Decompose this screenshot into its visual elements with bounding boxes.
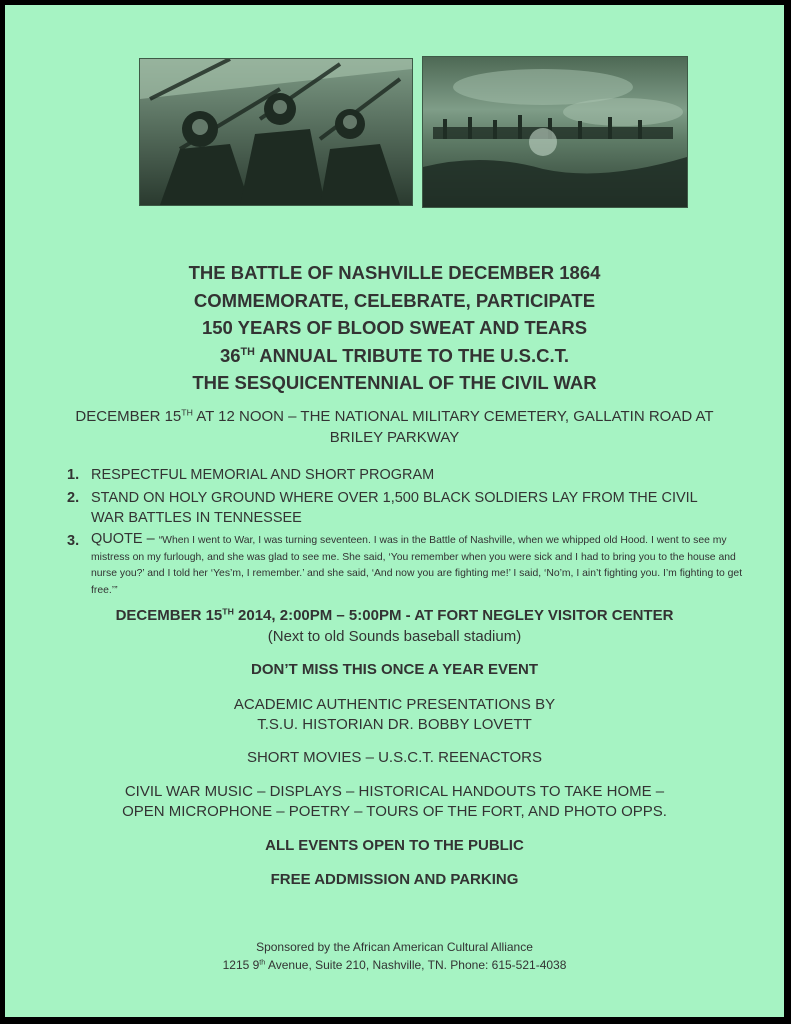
headline-line-4 <box>5 342 784 370</box>
quote-text <box>91 531 757 599</box>
event-headline <box>5 259 784 397</box>
tribute-text: ANNUAL TRIBUTE TO THE U.S.C.T. <box>254 344 570 366</box>
cemetery-date-suffix: TH <box>181 407 193 418</box>
sponsor-footer <box>5 938 784 974</box>
event-location-note: (Next to old Sounds baseball stadium) <box>267 628 522 645</box>
fort-negley-event-line <box>5 606 784 626</box>
address-street-number: 1215 9 <box>222 958 260 972</box>
cemetery-date: DECEMBER 15 <box>75 408 182 425</box>
cemetery-details: AT 12 NOON – THE NATIONAL MILITARY CEMETERY, GALLATIN ROAD AT <box>192 408 714 425</box>
battlefield-painting-photo <box>422 56 688 208</box>
list-item <box>67 488 757 528</box>
activities-line-1: CIVIL WAR MUSIC – DISPLAYS – HISTORICAL HANDOUTS TO TAKE HOME – <box>124 783 665 800</box>
sponsor-line: Sponsored by the African American Cultural Alliance <box>256 940 533 954</box>
short-movies-line: SHORT MOVIES – U.S.C.T. REENACTORS <box>246 749 543 766</box>
cemetery-location-line-2: BRILEY PARKWAY <box>329 429 460 446</box>
headline-line-2: COMMEMORATE, CELEBRATE, PARTICIPATE <box>193 289 596 311</box>
list-item-text: STAND ON HOLY GROUND WHERE OVER 1,500 BLACK SOLDIERS LAY FROM THE CIVIL WAR BATTLES IN TENNESSEE <box>91 490 698 526</box>
activities-line-2: OPEN MICROPHONE – POETRY – TOURS OF THE FORT, AND PHOTO OPPS. <box>122 803 667 820</box>
list-item <box>67 531 757 599</box>
event-details: 2014, 2:00PM – 5:00PM - AT FORT NEGLEY VISITOR CENTER <box>233 607 674 624</box>
quote-label: QUOTE – <box>91 531 159 547</box>
presentations-line-2: T.S.U. HISTORIAN DR. BOBBY LOVETT <box>257 716 532 733</box>
dont-miss-heading: DON’T MISS THIS ONCE A YEAR EVENT <box>251 661 538 678</box>
event-date-suffix: TH <box>222 606 234 617</box>
cemetery-event-line <box>5 407 784 427</box>
headline-line-3: 150 YEARS OF BLOOD SWEAT AND TEARS <box>201 317 588 338</box>
presentations-line-1: ACADEMIC AUTHENTIC PRESENTATIONS BY <box>233 696 556 713</box>
soldiers-charging-photo <box>139 58 413 206</box>
list-item <box>67 465 757 485</box>
program-list <box>67 465 757 602</box>
address-rest: Avenue, Suite 210, Nashville, TN. Phone: 615-521-4038 <box>265 958 567 972</box>
anniversary-number: 36 <box>219 344 241 366</box>
list-item-number: 2. <box>67 490 80 506</box>
open-to-public-heading: ALL EVENTS OPEN TO THE PUBLIC <box>265 837 524 854</box>
headline-line-1: THE BATTLE OF NASHVILLE DECEMBER 1864 <box>188 262 601 283</box>
list-item-number: 1. <box>67 467 80 483</box>
headline-line-5: THE SESQUICENTENNIAL OF THE CIVIL WAR <box>192 372 597 393</box>
address-ordinal: th <box>259 957 266 967</box>
free-admission-heading: FREE ADDMISSION AND PARKING <box>270 871 519 888</box>
event-date: DECEMBER 15 <box>115 607 223 624</box>
address-line <box>5 956 784 974</box>
anniversary-suffix: TH <box>240 345 255 358</box>
quote-body: “When I went to War, I was turning seventeen. I was in the Battle of Nashville, when we whipped old Hood. I went to see my mistress on my furlough, and she was glad to see me. She said, ‘You remember when you were sick and I had to bring you to the house and nurse you?’ and I told her ‘Yes’m, I remember.’ and she said, ‘And now you are fighting me!’ I said, ‘No’m, I ain’t fighting you. I’m fighting to get free.’” <box>91 535 743 596</box>
flyer-page <box>5 5 784 1017</box>
list-item-text: RESPECTFUL MEMORIAL AND SHORT PROGRAM <box>91 467 435 483</box>
list-item-number: 3. <box>67 533 80 549</box>
